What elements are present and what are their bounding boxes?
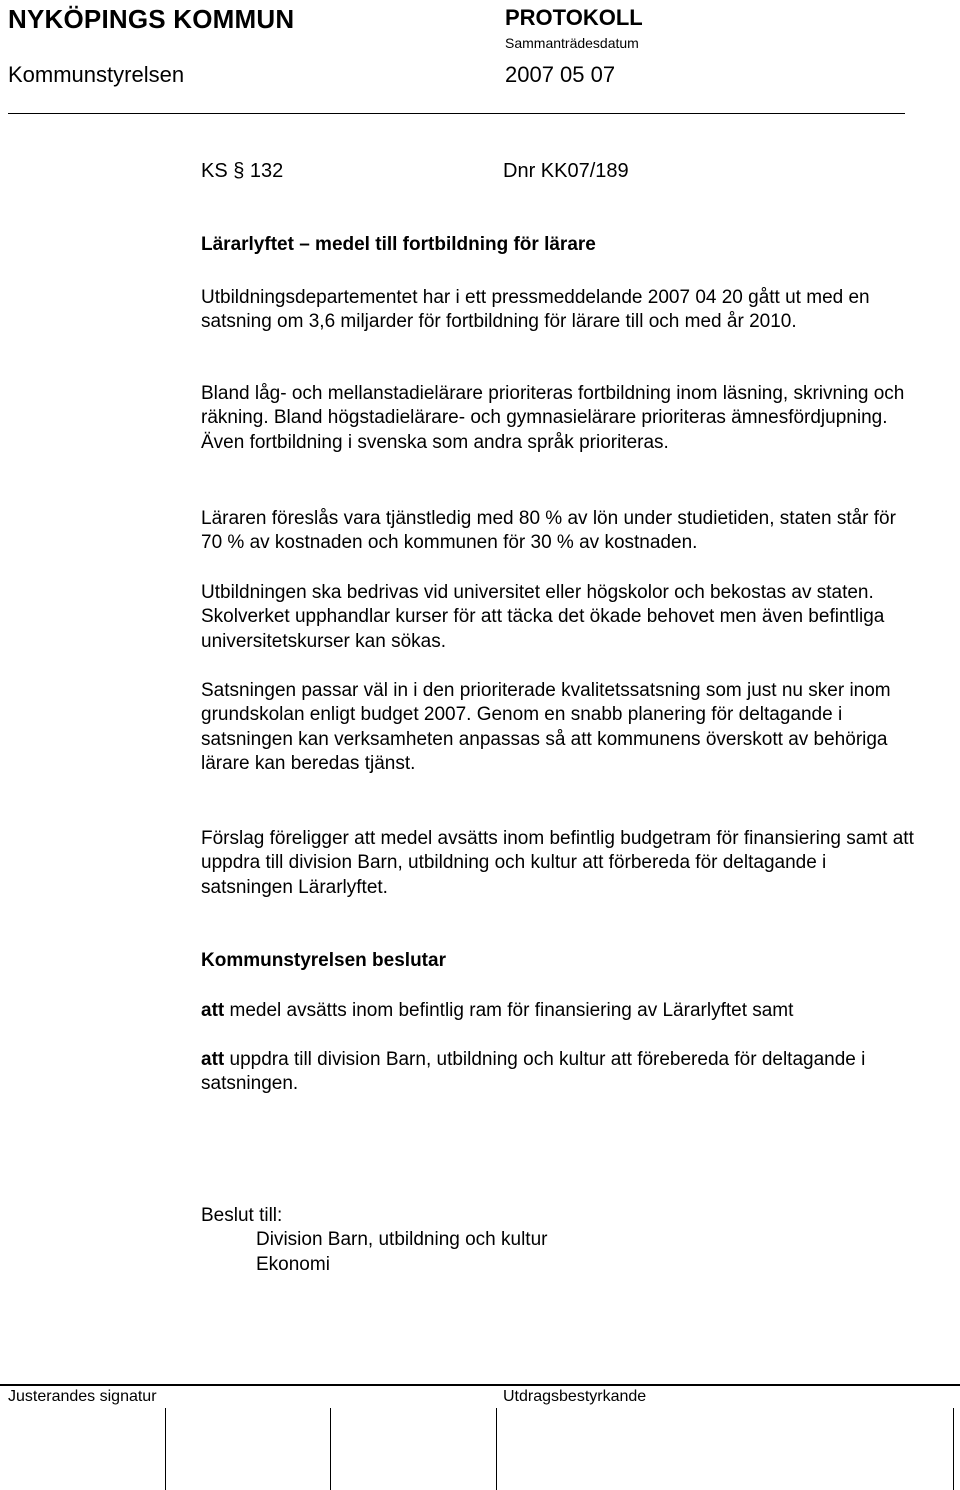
signature-box-divider: [953, 1408, 954, 1490]
committee-name: Kommunstyrelsen: [8, 62, 185, 87]
recipient: Ekonomi: [256, 1254, 330, 1275]
paragraph-funding: Läraren föreslås vara tjänstledig med 80 % av lön under studietiden, staten står för 70 % av kostnaden och kommunen för 30 % av kostnaden.: [201, 508, 896, 554]
signature-box-divider: [165, 1408, 166, 1490]
decision-keyword: att: [201, 1049, 225, 1070]
paragraph-announcement: Utbildningsdepartementet har i ett pressmeddelande 2007 04 20 gått ut med en satsning om 3,6 miljarder för fortbildning för lärare till och med år 2010.: [201, 287, 870, 333]
page-title: Lärarlyftet – medel till fortbildning för lärare: [201, 234, 596, 255]
paragraph-education: Utbildningen ska bedrivas vid universitet eller högskolor och bekostas av staten. Skolverket upphandlar kurser för att täcka det ökade behovet men även befintliga universitetskurser kan sökas.: [201, 582, 885, 652]
meeting-date-label: Sammanträdesdatum: [505, 35, 639, 51]
distribution-label: Beslut till:: [201, 1205, 283, 1226]
paragraph-proposal: Förslag föreligger att medel avsätts inom befintlig budgetram för finansiering samt att uppdra till division Barn, utbildning och kultur att förbereda för deltagande i satsningen Lärarlyftet.: [201, 828, 914, 898]
recipient: Division Barn, utbildning och kultur: [256, 1229, 548, 1250]
decision-item: [201, 999, 916, 1023]
header-divider: [8, 113, 905, 114]
decision-text: uppdra till division Barn, utbildning och kultur att förebereda för deltagande i satsningen.: [201, 1049, 866, 1095]
decision-text: medel avsätts inom befintlig ram för finansiering av Lärarlyftet samt: [224, 1000, 794, 1021]
certification-label: Utdragsbestyrkande: [503, 1388, 647, 1405]
paragraph-quality: Satsningen passar väl in i den prioriterade kvalitetssatsning som just nu sker inom grundskolan enligt budget 2007. Genom en snabb planering för deltagande i satsningen kan verksamheten anpassas så att kommunens överskott av behöriga lärare kan beredas tjänst.: [201, 680, 891, 774]
document-type: PROTOKOLL: [505, 5, 643, 30]
case-number: KS § 132: [201, 160, 284, 182]
meeting-date: 2007 05 07: [505, 62, 616, 87]
decision-item: [201, 1048, 916, 1097]
decision-keyword: att: [201, 1000, 225, 1021]
diary-number: Dnr KK07/189: [503, 160, 629, 182]
paragraph-priorities: Bland låg- och mellanstadielärare prioriteras fortbildning inom läsning, skrivning och räkning. Bland högstadielärare- och gymnasielärare prioriteras ämnesfördjupning. Även fortbildning i svenska som andra språk prioriteras.: [201, 383, 905, 453]
signature-label: Justerandes signatur: [8, 1388, 157, 1405]
signature-box-divider: [330, 1408, 331, 1490]
signature-box-divider: [496, 1408, 497, 1490]
footer-divider: [0, 1384, 960, 1386]
organization-name: NYKÖPINGS KOMMUN: [8, 4, 295, 34]
decision-heading: Kommunstyrelsen beslutar: [201, 950, 446, 971]
